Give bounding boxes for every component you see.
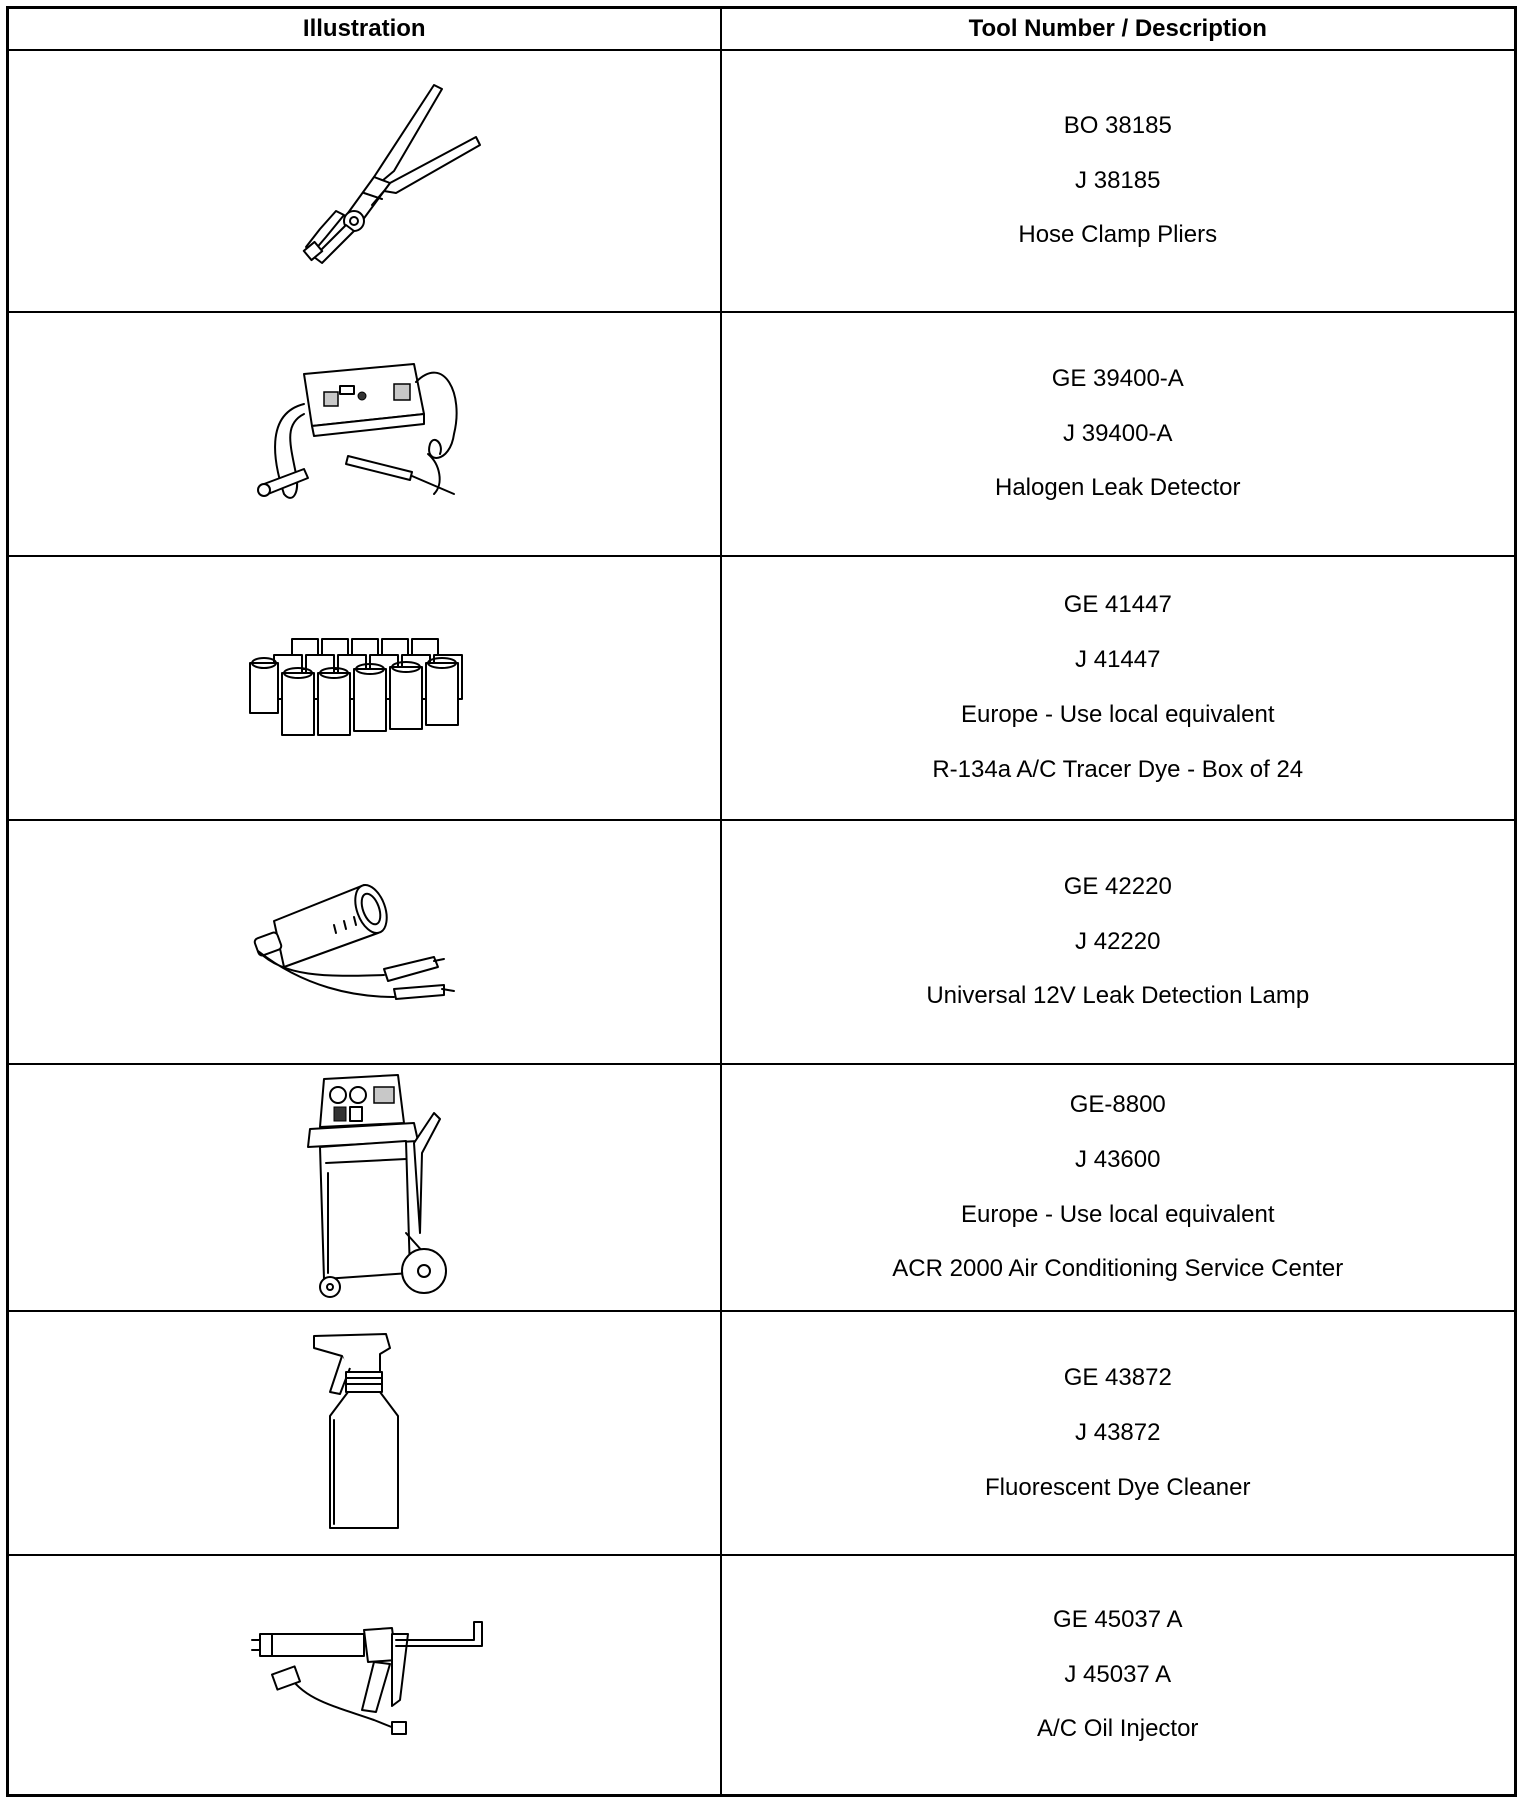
tool-number-primary: GE 39400-A [1051,364,1184,392]
header-row [8,8,1516,51]
illustration-cell [8,312,721,556]
illustration-cell [8,50,721,312]
tool-number-secondary: J 42220 [1075,927,1161,955]
tracer-dye-bottles-icon [244,633,484,743]
tool-availability-note: Europe - Use local equivalent [960,1200,1275,1228]
leak-detection-lamp-icon [244,877,484,1007]
tool-number-primary: GE 42220 [1063,872,1172,900]
table-row [8,556,1516,820]
tool-description: ACR 2000 Air Conditioning Service Center [892,1255,1344,1283]
description-cell [721,50,1516,312]
tool-description: Halogen Leak Detector [995,474,1241,502]
illustration-cell [8,1064,721,1311]
tool-description: Universal 12V Leak Detection Lamp [926,982,1310,1010]
table-row [8,1311,1516,1555]
tool-number-secondary: J 43872 [1075,1418,1161,1446]
illustration-cell [8,1311,721,1555]
tool-description: Fluorescent Dye Cleaner [985,1473,1251,1501]
tool-description: Hose Clamp Pliers [1018,221,1218,249]
tool-number-primary: GE 41447 [1063,591,1172,619]
description-cell [721,1311,1516,1555]
tool-number-primary: BO 38185 [1063,111,1172,139]
illustration-cell [8,1555,721,1795]
header-tool-description: Tool Number / Description [721,8,1516,51]
special-tools-table [6,6,1517,1797]
header-illustration: Illustration [8,8,721,51]
spray-bottle-icon [294,1328,434,1538]
table-row [8,1064,1516,1311]
oil-injector-icon [244,1610,484,1740]
table-row [8,50,1516,312]
halogen-leak-detector-icon [244,354,484,514]
illustration-cell [8,820,721,1064]
description-cell [721,556,1516,820]
tool-number-secondary: J 39400-A [1063,419,1173,447]
table-row [8,820,1516,1064]
tool-number-primary: GE-8800 [1069,1091,1166,1118]
table-row [8,312,1516,556]
tool-description: A/C Oil Injector [1037,1715,1199,1743]
illustration-cell [8,556,721,820]
ac-service-center-icon [274,1073,454,1303]
description-cell [721,820,1516,1064]
tool-number-secondary: J 38185 [1075,166,1161,194]
tool-number-secondary: J 43600 [1075,1145,1161,1173]
hose-clamp-pliers-icon [244,81,484,281]
description-cell [721,312,1516,556]
description-cell [721,1064,1516,1311]
tool-number-secondary: J 45037 A [1064,1660,1172,1688]
tool-number-primary: GE 45037 A [1053,1605,1183,1633]
tool-description: R-134a A/C Tracer Dye - Box of 24 [932,755,1304,783]
tool-number-primary: GE 43872 [1063,1363,1172,1391]
description-cell [721,1555,1516,1795]
tool-availability-note: Europe - Use local equivalent [960,701,1275,728]
table-row [8,1555,1516,1795]
tool-number-secondary: J 41447 [1075,646,1161,674]
